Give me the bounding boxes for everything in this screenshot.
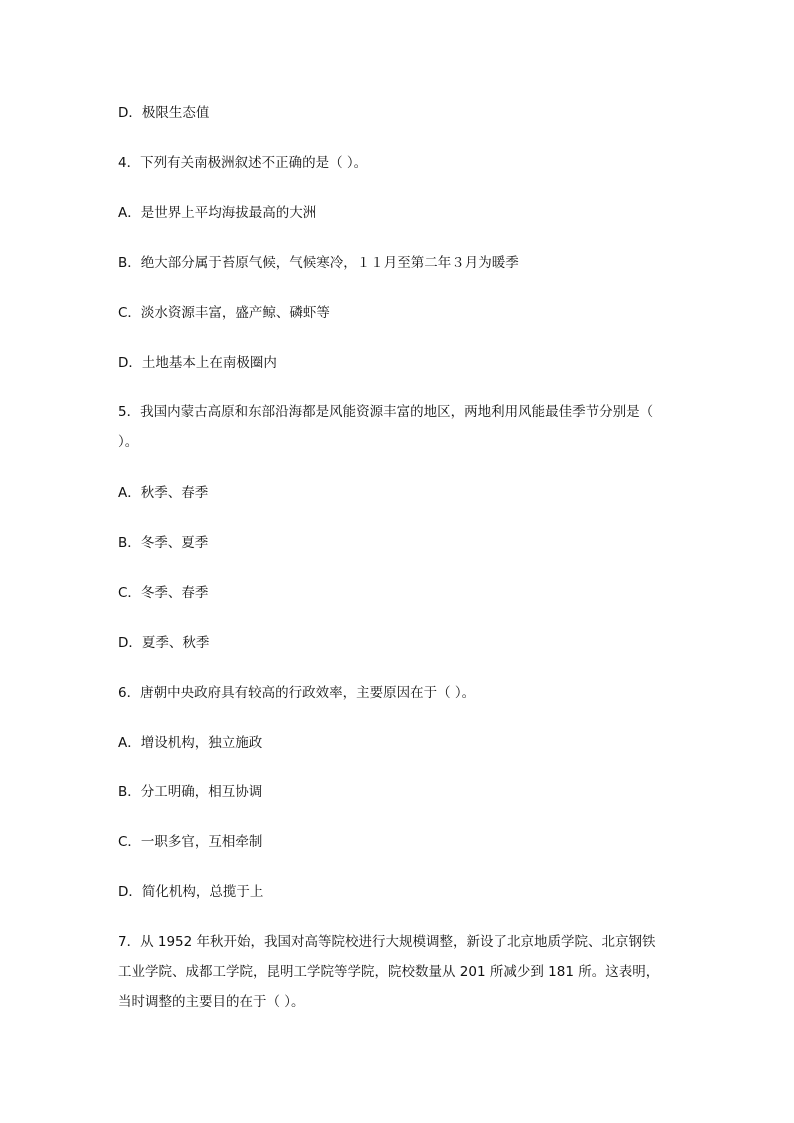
q5-option-c: C．冬季、春季 [118,585,209,601]
q7-stem-line2: 工业学院、成都工学院，昆明工学院等学院，院校数量从 201 所减少到 181 所。这表明， [118,964,660,980]
q5-stem-line2: ）。 [118,434,139,450]
q4-option-a: A．是世界上平均海拔最高的大洲 [118,205,317,221]
q5-option-d: D．夏季、秋季 [118,635,210,651]
q5-option-a: A．秋季、春季 [118,485,209,501]
q6-stem: 6．唐朝中央政府具有较高的行政效率，主要原因在于（ ）。 [118,685,476,701]
q6-option-a: A．增设机构，独立施政 [118,735,263,751]
q4-option-b: B．绝大部分属于苔原气候，气候寒冷，１１月至第二年３月为暖季 [118,255,519,271]
q7-stem-line3: 当时调整的主要目的在于（ ）。 [118,994,305,1010]
q7-stem-line1: 7．从 1952 年秋开始，我国对高等院校进行大规模调整，新设了北京地质学院、北京钢铁 [118,934,656,950]
q6-option-d: D．简化机构，总揽于上 [118,884,264,900]
q6-option-c: C．一职多官，互相牵制 [118,834,263,850]
q4-option-d: D．土地基本上在南极圈内 [118,355,277,371]
q5-stem-line1: 5．我国内蒙古高原和东部沿海都是风能资源丰富的地区，两地利用风能最佳季节分别是（ [118,404,654,420]
q4-option-c: C．淡水资源丰富，盛产鲸、磷虾等 [118,305,330,321]
q6-option-b: B．分工明确，相互协调 [118,784,263,800]
q4-stem: 4．下列有关南极洲叙述不正确的是（ ）。 [118,155,368,171]
q3-option-d: D．极限生态值 [118,105,210,121]
q5-option-b: B．冬季、夏季 [118,535,209,551]
